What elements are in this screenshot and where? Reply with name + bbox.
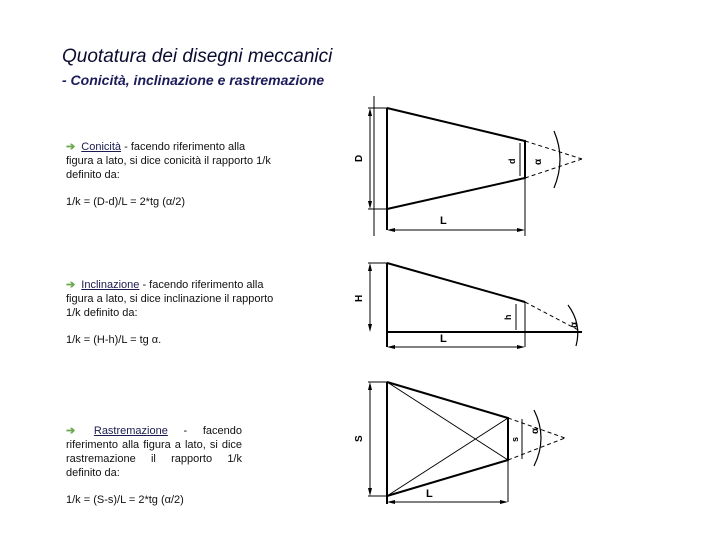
conicita-description <box>66 140 274 182</box>
label-L: L <box>426 488 433 500</box>
label-alpha: α <box>533 158 544 165</box>
diagonal-line <box>387 418 508 496</box>
conicita-text: - facendo riferimento alla figura a lato, si dice conicità il rapporto 1/k definito da: <box>66 141 271 181</box>
inclinazione-text: - facendo riferimento alla figura a lato, si dice inclinazione il rapporto 1/k definito da: <box>66 279 274 319</box>
arrowhead <box>517 345 525 349</box>
arrowhead <box>368 201 372 209</box>
arrowhead <box>387 345 395 349</box>
right-arrow-icon: ➔ <box>66 425 76 437</box>
inclinazione-term: Inclinazione <box>81 279 140 291</box>
page-title: Quotatura dei disegni meccanici <box>62 46 333 67</box>
right-arrow-icon: ➔ <box>66 141 76 153</box>
angle-arc <box>554 131 560 188</box>
label-L: L <box>440 215 447 227</box>
extension-line <box>525 141 582 159</box>
slope-edge <box>387 263 525 302</box>
arrowhead <box>368 324 372 332</box>
diagonal-line <box>387 382 508 460</box>
right-arrow-icon: ➔ <box>66 279 76 291</box>
label-S: S <box>354 435 365 442</box>
arrowhead <box>368 108 372 116</box>
label-H: H <box>354 294 365 302</box>
rastremazione-term: Rastremazione <box>93 425 168 437</box>
inclination-diagram <box>340 250 610 365</box>
rastremazione-text: - facendo riferimento alla figura a lato, si dice rastremazione il rapporto 1/k definito da: <box>66 425 242 479</box>
inclinazione-formula: 1/k = (H-h)/L = tg α. <box>66 334 162 346</box>
section-inclinazione <box>66 278 274 347</box>
taper-diagram <box>340 374 610 514</box>
section-rastremazione <box>66 424 242 507</box>
conicita-term: Conicità <box>81 141 122 153</box>
label-D: D <box>354 154 365 162</box>
conicity-diagram <box>340 96 610 246</box>
label-L: L <box>440 333 447 345</box>
arrowhead <box>387 228 395 232</box>
label-d: d <box>507 158 517 164</box>
cone-outline <box>387 108 525 209</box>
conicita-formula: 1/k = (D-d)/L = 2*tg (α/2) <box>66 196 186 208</box>
rastremazione-description <box>66 424 242 480</box>
rastremazione-formula: 1/k = (S-s)/L = 2*tg (α/2) <box>66 494 184 506</box>
section-conicita <box>66 140 274 209</box>
label-alpha: α <box>530 427 541 434</box>
arrowhead <box>368 263 372 271</box>
arrowhead <box>517 228 525 232</box>
arrowhead <box>387 500 395 504</box>
label-s: s <box>510 436 520 442</box>
inclinazione-description <box>66 278 274 320</box>
taper-outline <box>387 382 508 496</box>
label-alpha: α <box>569 321 580 328</box>
arrowhead <box>368 382 372 390</box>
arrowhead <box>368 488 372 496</box>
page-subtitle: - Conicità, inclinazione e rastremazione <box>62 72 325 88</box>
arrowhead <box>500 500 508 504</box>
angle-arc <box>534 410 541 466</box>
label-h: h <box>503 314 513 320</box>
